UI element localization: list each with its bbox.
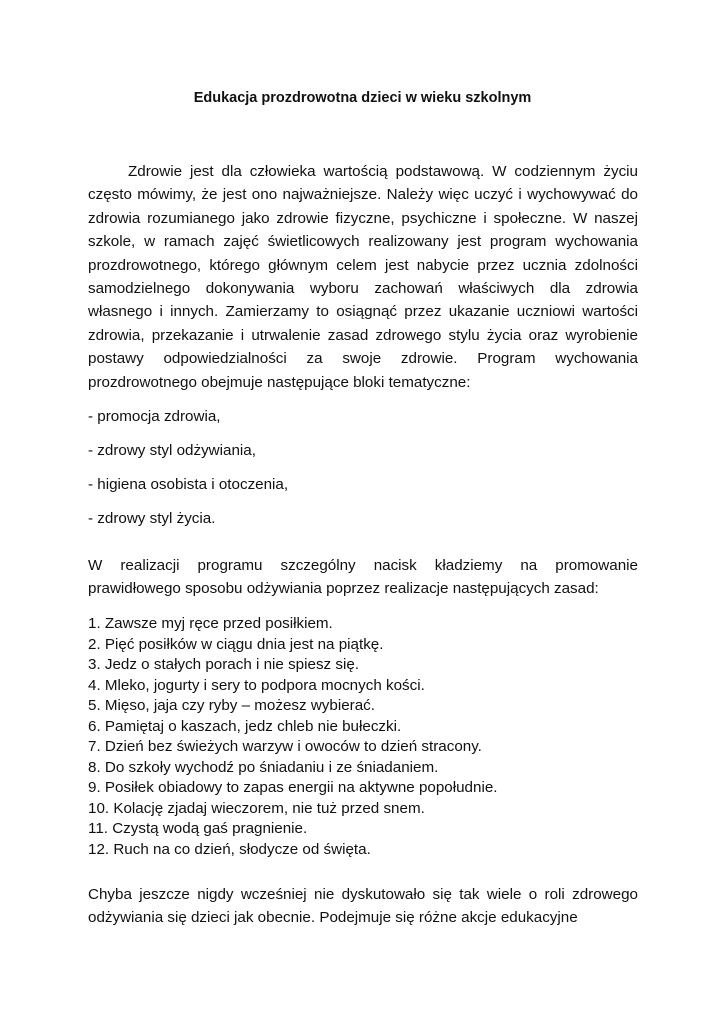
list-item: - zdrowy styl odżywiania,: [88, 442, 256, 459]
nutrition-rules-list: [88, 614, 638, 860]
intro-paragraph: Zdrowie jest dla człowieka wartością podstawową. W codziennym życiu często mówimy, że jest ono najważniejsze. Należy więc uczyć i wychowywać do zdrowia rozumianego jako zdrowie fizyczne, psychiczne i społeczne. W naszej szkole, w ramach zajęć świetlicowych realizowany jest program wychowania prozdrowotnego, którego głównym celem jest nabycie przez ucznia zdolności samodzielnego dokonywania wyboru zachowań właściwych dla zdrowia własnego i innych. Zamierzamy to osiągnąć przez ukazanie uczniowi wartości zdrowia, przekazanie i utrwalenie zasad zdrowego stylu życia oraz wyrobienie postawy odpowiedzialności za swoje zdrowie. Program wychowania prozdrowotnego obejmuje następujące bloki tematyczne:: [88, 163, 638, 391]
list-item: 12. Ruch na co dzień, słodycze od święta.: [88, 840, 371, 858]
list-item: 6. Pamiętaj o kaszach, jedz chleb nie bułeczki.: [88, 717, 402, 735]
list-item: - higiena osobista i otoczenia,: [88, 476, 289, 493]
list-item: 2. Pięć posiłków w ciągu dnia jest na piątkę.: [88, 635, 384, 653]
closing-paragraph: Chyba jeszcze nigdy wcześniej nie dyskutowało się tak wiele o roli zdrowego odżywiania się dzieci jak obecnie. Podejmuje się różne akcje edukacyjne: [88, 886, 638, 927]
list-item: 5. Mięso, jaja czy ryby – możesz wybierać.: [88, 697, 375, 714]
list-item: 4. Mleko, jogurty i sery to podpora mocnych kości.: [88, 676, 425, 694]
page-title: Edukacja prozdrowotna dzieci w wieku szkolnym: [193, 90, 532, 106]
list-item: - zdrowy styl życia.: [88, 510, 216, 527]
list-item: 11. Czystą wodą gaś pragnienie.: [88, 820, 308, 837]
list-item: 7. Dzień bez świeżych warzyw i owoców to dzień stracony.: [88, 738, 482, 755]
program-paragraph: W realizacji programu szczególny nacisk kładziemy na promowanie prawidłowego sposobu odżywiania poprzez realizacje następujących zasad:: [88, 557, 638, 598]
list-item: 9. Posiłek obiadowy to zapas energii na aktywne popołudnie.: [88, 779, 498, 796]
list-item: 8. Do szkoły wychodź po śniadaniu i ze śniadaniem.: [88, 758, 439, 776]
list-item: - promocja zdrowia,: [88, 408, 221, 425]
list-item: 10. Kolację zjadaj wieczorem, nie tuż przed snem.: [88, 799, 425, 817]
thematic-blocks-list: [88, 407, 638, 543]
list-item: 3. Jedz o stałych porach i nie spiesz się.: [88, 656, 359, 673]
list-item: 1. Zawsze myj ręce przed posiłkiem.: [88, 615, 333, 632]
